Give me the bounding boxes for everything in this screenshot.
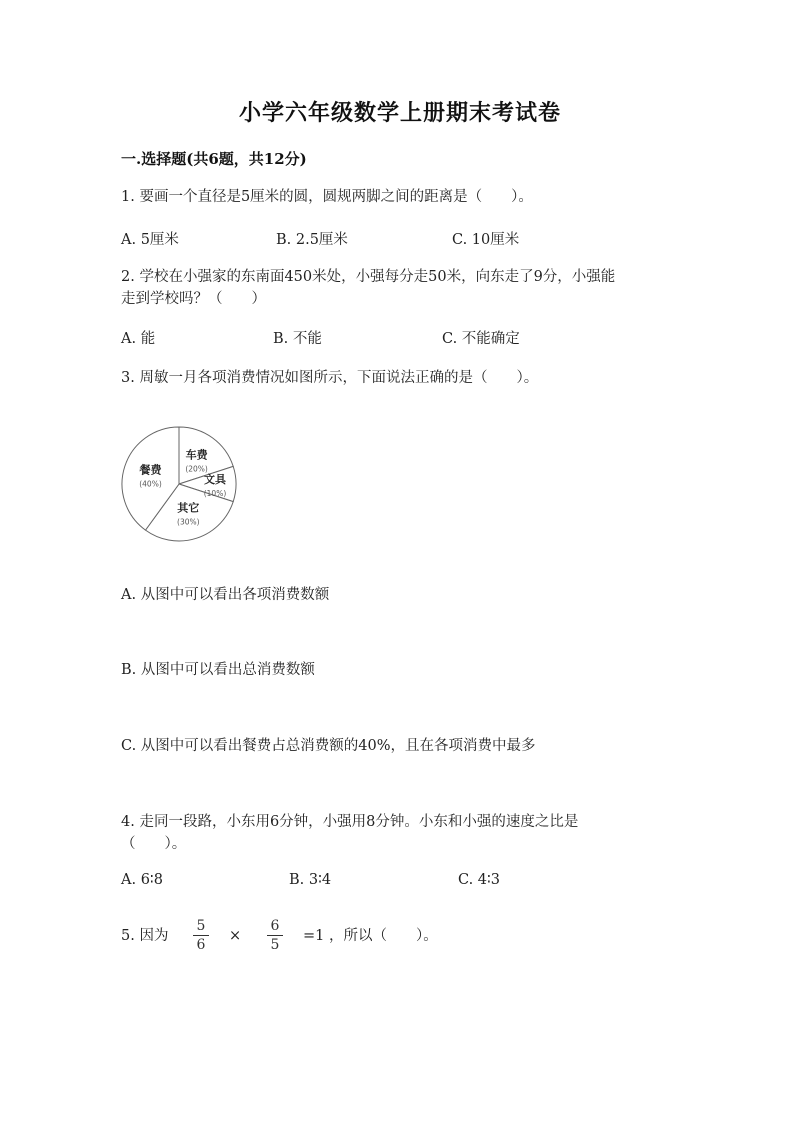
pie-label-category: 文具 — [204, 473, 226, 486]
question-5-suffix: =1 ，所以（ ）。 — [303, 928, 438, 944]
pie-label-percent: (20%) — [185, 464, 208, 474]
consumption-pie-chart — [118, 424, 242, 544]
q3-option-c: C. 从图中可以看出餐费占总消费额的40%，且在各项消费中最多 — [121, 738, 536, 754]
question-1-text: 1. 要画一个直径是5厘米的圆，圆规两脚之间的距离是（ ）。 — [121, 189, 533, 205]
q2-option-c: C. 不能确定 — [442, 331, 520, 347]
q3-option-b: B. 从图中可以看出总消费数额 — [121, 662, 315, 678]
fraction-six-fifths — [265, 918, 285, 953]
fraction-denominator: 5 — [270, 937, 280, 953]
page-title: 小学六年级数学上册期末考试卷 — [238, 100, 561, 126]
fraction-five-sixths — [191, 918, 211, 953]
q1-option-a: A. 5厘米 — [121, 232, 179, 248]
question-2-line1: 2. 学校在小强家的东南面450米处，小强每分走50米，向东走了9分，小强能 — [121, 269, 616, 285]
pie-label-category: 车费 — [185, 448, 208, 462]
question-5-prefix: 5. 因为 — [121, 928, 169, 944]
fraction-numerator: 6 — [270, 918, 280, 934]
fraction-denominator: 6 — [196, 937, 206, 953]
q4-option-b: B. 3∶4 — [289, 872, 332, 888]
times-sign: × — [229, 928, 242, 944]
q1-option-c: C. 10厘米 — [452, 232, 520, 248]
q2-option-b: B. 不能 — [273, 331, 322, 347]
pie-label-category: 餐费 — [139, 463, 162, 477]
question-4-line2: （ ）。 — [121, 836, 187, 852]
q2-option-a: A. 能 — [121, 331, 156, 347]
fraction-bar — [267, 935, 283, 936]
fraction-bar — [193, 935, 209, 936]
section-heading: 一.选择题(共6题，共12分) — [121, 150, 307, 168]
pie-label-percent: (40%) — [139, 479, 162, 489]
q1-option-b: B. 2.5厘米 — [276, 232, 348, 248]
question-2-line2: 走到学校吗？（ ） — [121, 291, 266, 307]
q4-option-a: A. 6∶8 — [121, 872, 163, 888]
q4-option-c: C. 4∶3 — [458, 872, 501, 888]
pie-label-percent: (10%) — [203, 489, 227, 498]
fraction-numerator: 5 — [196, 918, 206, 934]
question-4-line1: 4. 走同一段路，小东用6分钟，小强用8分钟。小东和小强的速度之比是 — [121, 814, 579, 830]
pie-label-category: 其它 — [177, 501, 200, 515]
question-3-text: 3. 周敏一月各项消费情况如图所示，下面说法正确的是（ ）。 — [121, 370, 539, 386]
pie-label-percent: (30%) — [177, 517, 200, 527]
q3-option-a: A. 从图中可以看出各项消费数额 — [121, 587, 330, 603]
